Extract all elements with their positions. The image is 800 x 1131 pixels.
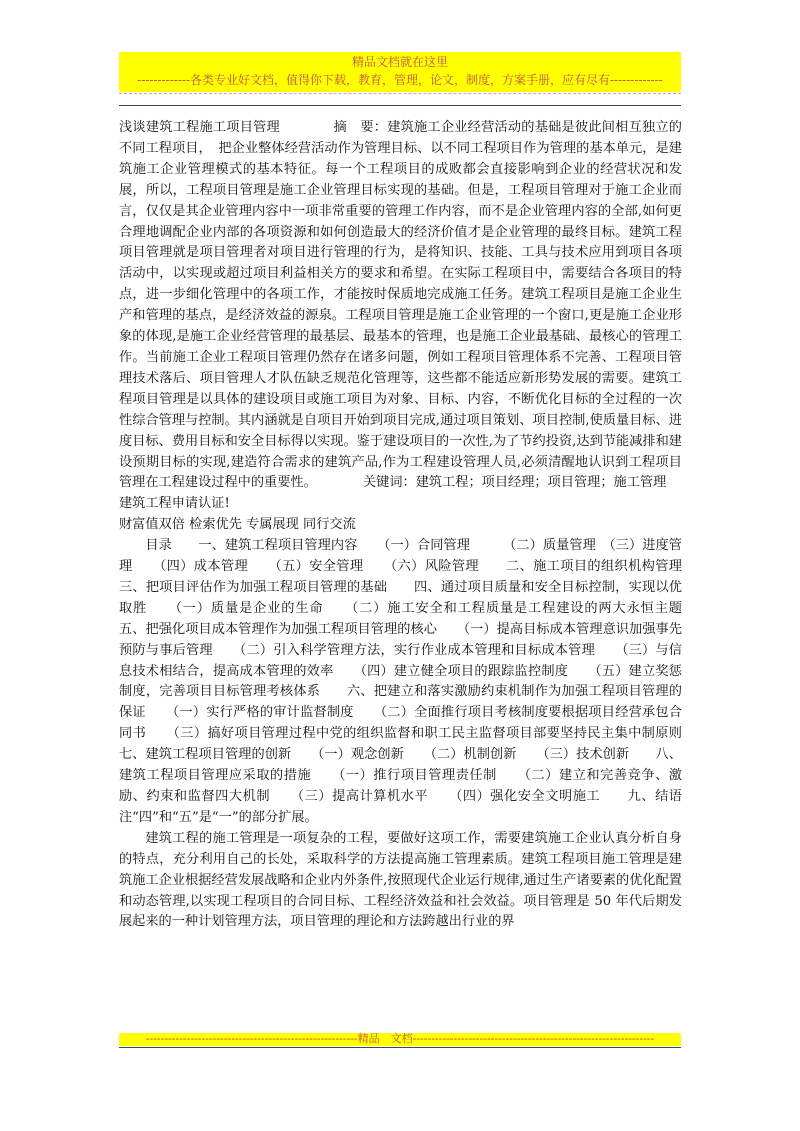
promo-line-certification: 建筑工程申请认证! [119, 496, 230, 512]
footer-rule [119, 1047, 681, 1048]
table-of-contents: 目录 一、建筑工程项目管理内容 （一）合同管理 （二）质量管理 （三）进度管理 （四）成本管理 （五）安全管理 （六）风险管理 二、施工项目的组织机构管理 三、把项目评估作为加强工程项目管理的基础 四、通过项目质量和安全目标控制，实现以优取胜 （一）质量是企业的生命 （二）施工安全和工程质量是工程建设的两大永恒主题 五、把强化项目成本管理作为加强工程项目管理的核心 （一）提高目标成本管理意识加强事先预防与事后管理 （二）引入科学管理方法，实行作业成本管理和目标成本管理 （三）与信息技术相结合，提高成本管理的效率 （四）建立健全项目的跟踪监控制度 （五）建立奖惩制度，完善项目目标管理考核体系 六、把建立和落实激励约束机制作为加强工程项目管理的保证 （一）实行严格的审计监督制度 （二）全面推行项目考核制度要根据项目经营承包合同书 （三）搞好项目管理过程中党的组织监督和职工民主监督项目部要坚持民主集中制原则 七、建筑工程项目管理的创新 （一）观念创新 （二）机制创新 （三）技术创新 八、建筑工程项目管理应采取的措施 （一）推行项目管理责任制 （二）建立和完善竞争、激励、约束和监督四大机制 （三）提高计算机水平 （四）强化安全文明施工 九、结语 注“四”和“五”是“一”的部分扩展。 [119, 538, 709, 825]
header-rule [119, 105, 681, 106]
article-body-paragraph: 建筑工程的施工管理是一项复杂的工程，要做好这项工作，需要建筑施工企业认真分析自身的特点，充分利用自己的长处，采取科学的方法提高施工管理素质。建筑工程项目施工管理是建筑施工企业根据经营发展战略和企业内外条件,按照现代企业运行规律,通过生产诸要素的优化配置和动态管理,以实现工程项目的合同目标、工程经济效益和社会效益。项目管理是 50 年代后期发展起来的一种计划管理方法，项目管理的理论和方法跨越出行业的界 [119, 830, 682, 930]
document-body [119, 118, 709, 933]
footer-text: ---------------------------------------------------------精品 文档----------------------------------------------------------------- [145, 1032, 655, 1045]
header-title: 精品文档就在这里 [351, 55, 448, 69]
article-abstract-paragraph: 浅谈建筑工程施工项目管理 摘 要：建筑施工企业经营活动的基础是彼此间相互独立的不同工程项目， 把企业整体经营活动作为管理目标、以不同工程项目作为管理的基本单元，是建筑施工企业管理模式的基本特征。每一个工程项目的成败都会直接影响到企业的经营状况和发展，所以，工程项目管理是施工企业管理目标实现的基础。但是，工程项目管理对于施工企业而言，仅仅是其企业管理内容中一项非常重要的管理工作内容，而不是企业管理内容的全部,如何更合理地调配企业内部的各项资源和如何创造最大的经济价值才是企业管理的最终目标。建筑工程项目管理就是项目管理者对项目进行管理的行为，是将知识、技能、工具与技术应用到项目各项活动中，以实现或超过项目利益相关方的要求和希望。在实际工程项目中，需要结合各项目的特点，进一步细化管理中的各项工作，才能按时保质地完成施工任务。建筑工程项目是施工企业生产和管理的基点，是经济效益的源泉。工程项目管理是施工企业管理的一个窗口,更是施工企业形象的体现,是施工企业经营管理的最基层、最基本的管理，也是施工企业最基础、最核心的管理工作。当前施工企业工程项目管理仍然存在诸多问题，例如工程项目管理体系不完善、工程项目管理技术落后、项目管理人才队伍缺乏规范化管理等，这些都不能适应新形势发展的需要。建筑工程项目管理是以具体的建设项目或施工项目为对象、目标、内容，不断优化目标的全过程的一次性综合管理与控制。其内涵就是自项目开始到项目完成,通过项目策划、项目控制,使质量目标、进度目标、费用目标和安全目标得以实现。鉴于建设项目的一次性,为了节约投资,达到节能减排和建设预期目标的实现,建造符合需求的建筑产品,作为工程建设管理人员,必须清醒地认识到工程项目管理在工程建设过程中的重要性。 关键词：建筑工程；项目经理；项目管理；施工管理 [119, 120, 682, 491]
header-subtitle: -------------各类专业好文档，值得你下载，教育，管理，论文，制度，方案手册，应有尽有------------- [137, 73, 663, 87]
header-dashed-divider [119, 93, 681, 94]
promo-line-benefits: 财富值双倍 检索优先 专属展现 同行交流 [119, 517, 356, 533]
